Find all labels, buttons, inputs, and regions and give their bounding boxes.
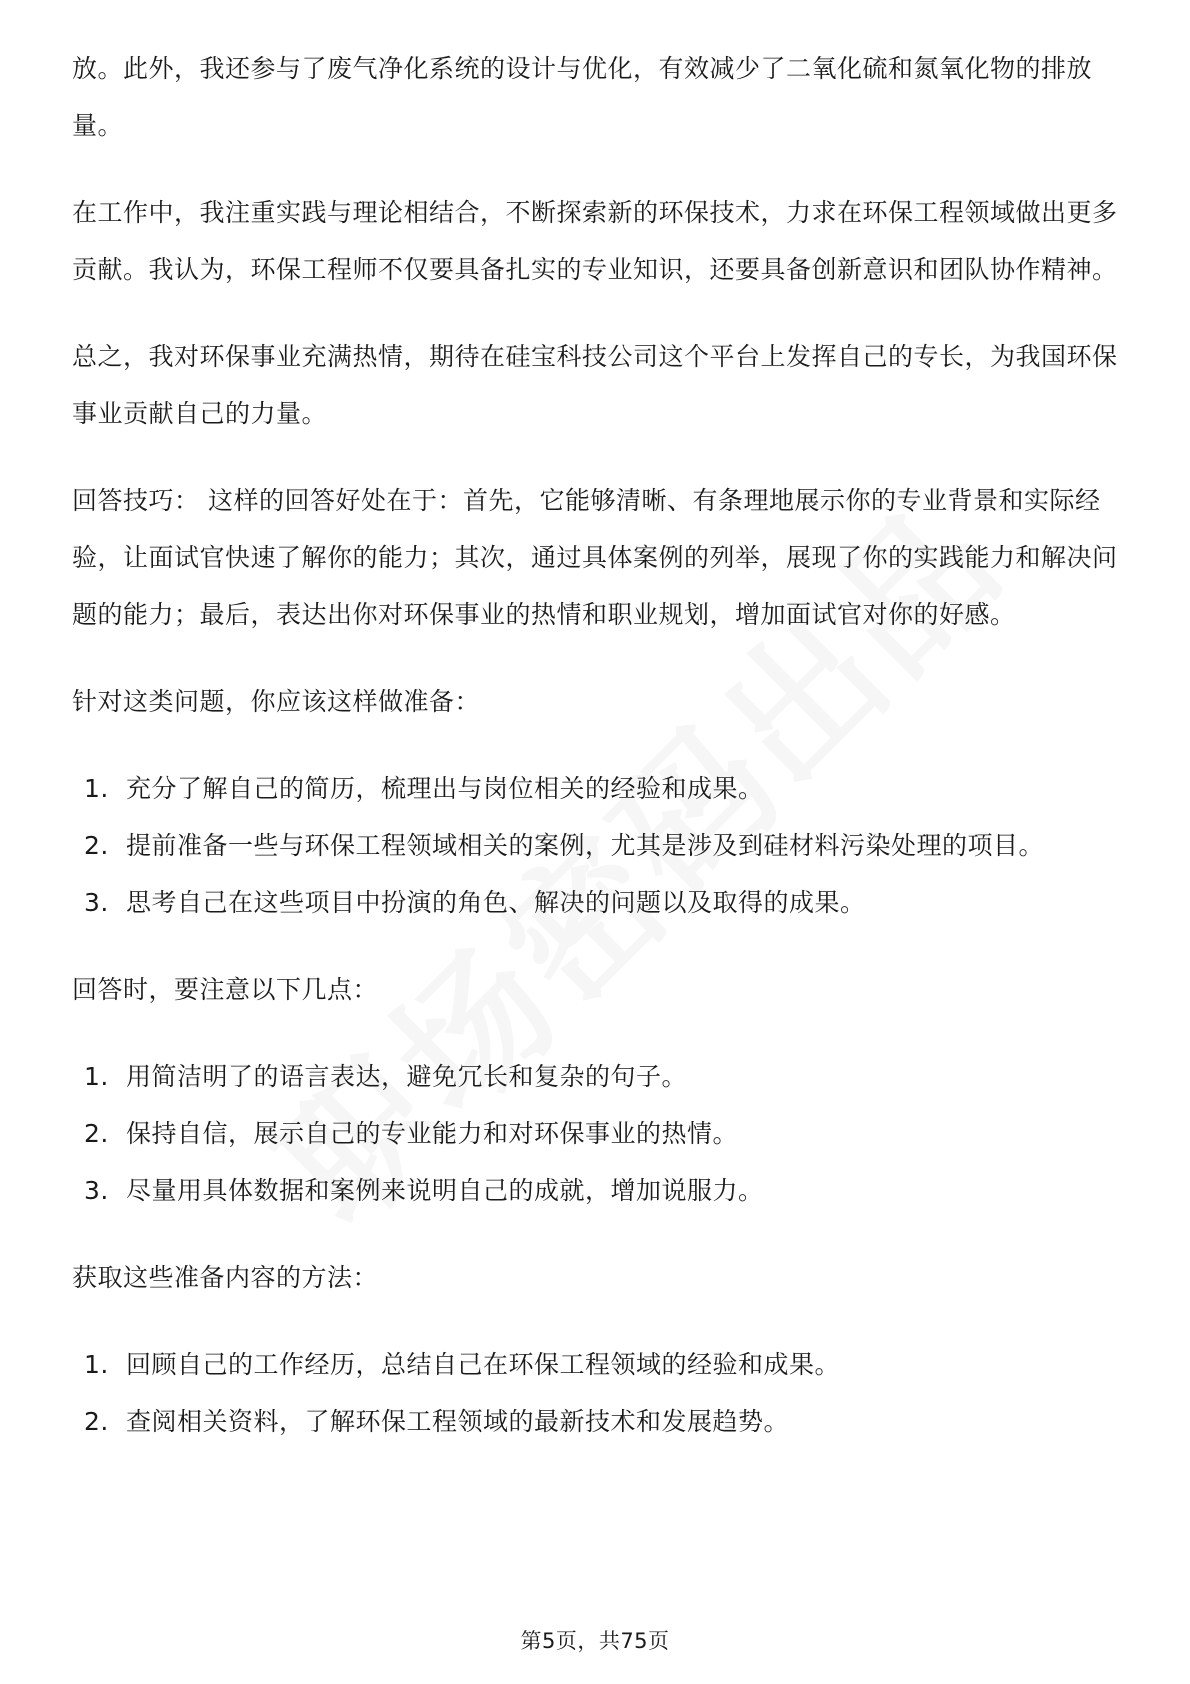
list-item bbox=[72, 760, 1122, 817]
list-item-text: 思考自己在这些项目中扮演的角色、解决的问题以及取得的成果。 bbox=[126, 888, 866, 917]
list-item-text: 用简洁明了的语言表达，避免冗长和复杂的句子。 bbox=[126, 1062, 688, 1091]
list-item bbox=[72, 1105, 1122, 1162]
list-number: 1. bbox=[84, 1350, 109, 1379]
paragraph-continuation: 放。此外，我还参与了废气净化系统的设计与优化，有效减少了二氧化硫和氮氧化物的排放量。 bbox=[72, 54, 1093, 140]
list-number: 3. bbox=[84, 1176, 109, 1205]
list-number: 2. bbox=[84, 831, 109, 860]
list-number: 3. bbox=[84, 888, 109, 917]
section-heading-methods: 获取这些准备内容的方法： bbox=[72, 1263, 379, 1292]
list-item-text: 保持自信，展示自己的专业能力和对环保事业的热情。 bbox=[126, 1119, 739, 1148]
list-item bbox=[72, 874, 1122, 931]
list-number: 2. bbox=[84, 1407, 109, 1436]
paragraph-conclusion: 总之，我对环保事业充满热情，期待在硅宝科技公司这个平台上发挥自己的专长，为我国环保事业贡献自己的力量。 bbox=[72, 342, 1118, 428]
answer-notes-list bbox=[72, 1048, 1122, 1219]
list-item-text: 查阅相关资料，了解环保工程领域的最新技术和发展趋势。 bbox=[126, 1407, 790, 1436]
list-item bbox=[72, 1048, 1122, 1105]
section-heading-answer-notes: 回答时，要注意以下几点： bbox=[72, 975, 379, 1004]
methods-list bbox=[72, 1336, 1122, 1450]
list-item bbox=[72, 817, 1122, 874]
list-item bbox=[72, 1162, 1122, 1219]
list-item-text: 尽量用具体数据和案例来说明自己的成就，增加说服力。 bbox=[126, 1176, 764, 1205]
page-number: 第5页，共75页 bbox=[520, 1629, 670, 1653]
list-number: 1. bbox=[84, 1062, 109, 1091]
list-item-text: 充分了解自己的简历，梳理出与岗位相关的经验和成果。 bbox=[126, 774, 764, 803]
list-number: 2. bbox=[84, 1119, 109, 1148]
paragraph-work-approach: 在工作中，我注重实践与理论相结合，不断探索新的环保技术，力求在环保工程领域做出更多贡献。我认为，环保工程师不仅要具备扎实的专业知识，还要具备创新意识和团队协作精神。 bbox=[72, 198, 1118, 284]
list-item-text: 提前准备一些与环保工程领域相关的案例，尤其是涉及到硅材料污染处理的项目。 bbox=[126, 831, 1045, 860]
paragraph-answer-tips: 回答技巧： 这样的回答好处在于：首先，它能够清晰、有条理地展示你的专业背景和实际经验，让面试官快速了解你的能力；其次，通过具体案例的列举，展现了你的实践能力和解决问题的能力；最后，表达出你对环保事业的热情和职业规划，增加面试官对你的好感。 bbox=[72, 486, 1118, 629]
list-number: 1. bbox=[84, 774, 109, 803]
document-body bbox=[72, 40, 1122, 1480]
preparation-list bbox=[72, 760, 1122, 931]
section-heading-preparation: 针对这类问题，你应该这样做准备： bbox=[72, 687, 481, 716]
list-item bbox=[72, 1336, 1122, 1393]
list-item-text: 回顾自己的工作经历，总结自己在环保工程领域的经验和成果。 bbox=[126, 1350, 841, 1379]
list-item bbox=[72, 1393, 1122, 1450]
